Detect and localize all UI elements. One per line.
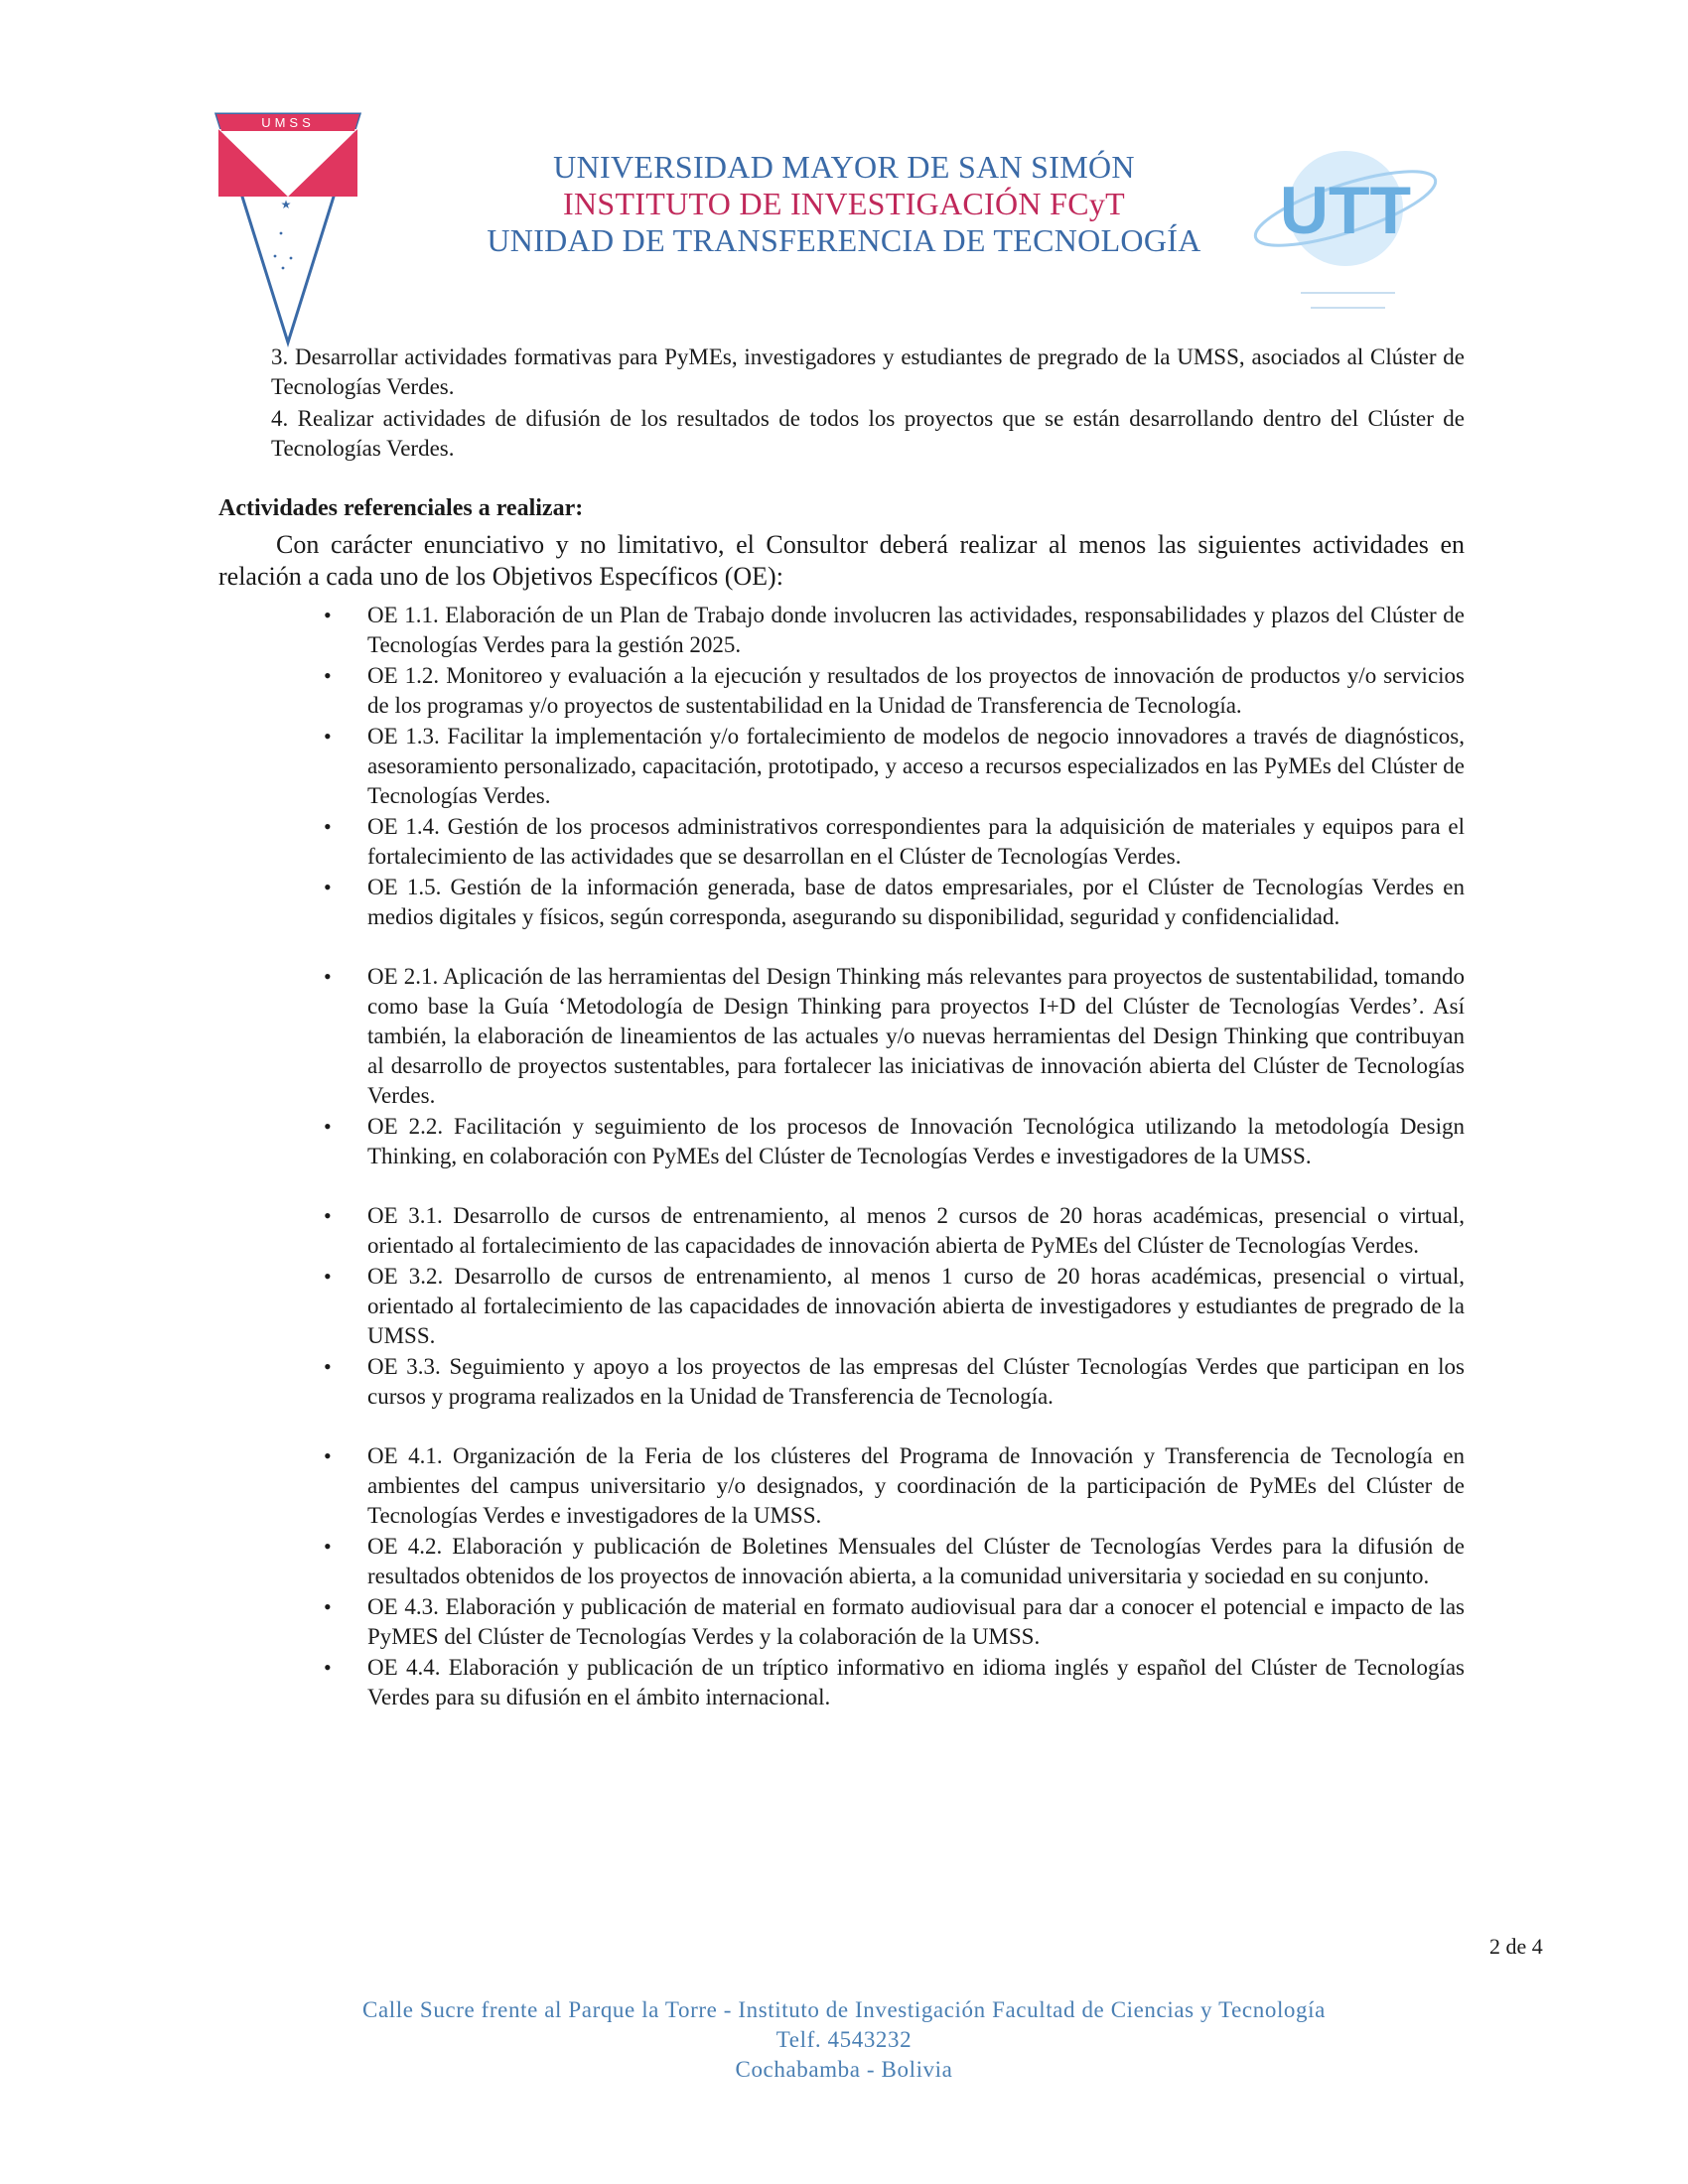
footer-city: Cochabamba - Bolivia — [735, 2057, 953, 2082]
unit-name: UNIDAD DE TRANSFERENCIA DE TECNOLOGÍA — [487, 222, 1201, 258]
list-item: • OE 1.5. Gestión de la información generada, base de datos empresariales, por el Clúster de Tecnologías Verdes en medios digitales y físicos, según corresponda, asegurando su disponibilidad, seguridad y confidencialidad. — [367, 873, 1465, 932]
list-item: • OE 1.3. Facilitar la implementación y/o fortalecimiento de modelos de negocio innovadores a través de diagnósticos, asesoramiento personalizado, capacitación, prototipado, y acceso a recursos especializados en las PyMEs del Clúster de Tecnologías Verdes. — [367, 722, 1465, 811]
utt-logo — [1246, 129, 1455, 328]
list-item: • OE 1.4. Gestión de los procesos administrativos correspondientes para la adquisición de materiales y equipos para el fortalecimiento de las actividades que se desarrollan en el Clúster de Tecnologías Verdes. — [367, 812, 1465, 872]
section-title: Actividades referenciales a realizar: — [218, 495, 584, 521]
body-content — [218, 342, 1465, 1713]
list-item: • OE 4.2. Elaboración y publicación de Boletines Mensuales del Clúster de Tecnologías Verdes para la difusión de resultados obtenidos de los proyectos de innovación abierta, a la comunidad universitaria y sociedad en su conjunto. — [367, 1532, 1465, 1591]
list-item: • OE 1.2. Monitoreo y evaluación a la ejecución y resultados de los proyectos de innovación de productos y/o servicios de los programas y/o proyectos de sustentabilidad en la Unidad de Transferencia de Tecnología. — [367, 661, 1465, 721]
activities-list — [218, 601, 1465, 1712]
list-item: • OE 1.1. Elaboración de un Plan de Trabajo donde involucren las actividades, responsabilidades y plazos del Clúster de Tecnologías Verdes para la gestión 2025. — [367, 601, 1465, 660]
university-name: UNIVERSIDAD MAYOR DE SAN SIMÓN — [553, 149, 1135, 185]
list-item: • OE 3.3. Seguimiento y apoyo a los proyectos de las empresas del Clúster Tecnologías Verdes que participan en los cursos y programa realizados en la Unidad de Transferencia de Tecnología. — [367, 1352, 1465, 1412]
list-item: • OE 3.2. Desarrollo de cursos de entrenamiento, al menos 1 curso de 20 horas académicas, presencial o virtual, orientado al fortalecimiento de las capacidades de innovación abierta de investigadores y estudiantes de pregrado de la UMSS. — [367, 1262, 1465, 1351]
list-item: • OE 4.4. Elaboración y publicación de un tríptico informativo en idioma inglés y español del Clúster de Tecnologías Verdes para su difusión en el ámbito internacional. — [367, 1653, 1465, 1712]
svg-text:★: ★ — [280, 198, 292, 211]
list-item: • OE 4.1. Organización de la Feria de los clústeres del Programa de Innovación y Transferencia de Tecnología en ambientes del campus universitario y/o designados, y coordinación de la participación de PyMEs del Clúster de Tecnologías Verdes e investigadores de la UMSS. — [367, 1441, 1465, 1531]
umss-logo-text: UMSS — [261, 115, 315, 130]
footer — [248, 1995, 1440, 2085]
objective-item-4: 4. Realizar actividades de difusión de los resultados de todos los proyectos que se están desarrollando dentro del Clúster de Tecnologías Verdes. — [271, 406, 1465, 461]
intro-paragraph: Con carácter enunciativo y no limitativo, el Consultor deberá realizar al menos las siguientes actividades en relación a cada uno de los Objetivos Específicos (OE): — [218, 530, 1465, 591]
header — [397, 149, 1291, 259]
utt-logo-text: UTT — [1279, 173, 1412, 248]
list-item: • OE 4.3. Elaboración y publicación de material en formato audiovisual para dar a conocer el potencial e impacto de las PyMES del Clúster de Tecnologías Verdes y la colaboración de la UMSS. — [367, 1592, 1465, 1652]
list-item: • OE 2.2. Facilitación y seguimiento de los procesos de Innovación Tecnológica utilizando la metodología Design Thinking, en colaboración con PyMEs del Clúster de Tecnologías Verdes e investigadores de la UMSS. — [367, 1112, 1465, 1171]
umss-logo — [213, 109, 362, 347]
objective-item-3: 3. Desarrollar actividades formativas para PyMEs, investigadores y estudiantes de pregrado de la UMSS, asociados al Clúster de Tecnologías Verdes. — [271, 344, 1465, 399]
list-item: • OE 3.1. Desarrollo de cursos de entrenamiento, al menos 2 cursos de 20 horas académicas, presencial o virtual, orientado al fortalecimiento de las capacidades de innovación abierta de PyMEs del Clúster de Tecnologías Verdes. — [367, 1201, 1465, 1261]
footer-phone: Telf. 4543232 — [775, 2027, 913, 2052]
footer-address: Calle Sucre frente al Parque la Torre - Instituto de Investigación Facultad de Ciencias y Tecnología — [362, 1997, 1326, 2022]
institute-name: INSTITUTO DE INVESTIGACIÓN FCyT — [562, 186, 1125, 221]
list-item: • OE 2.1. Aplicación de las herramientas del Design Thinking más relevantes para proyectos de sustentabilidad, tomando como base la Guía ‘Metodología de Design Thinking para proyectos I+D del Clúster de Tecnologías Verdes’. Así también, la elaboración de lineamientos de las actuales y/o nuevas herramientas del Design Thinking que contribuyan al desarrollo de proyectos sustentables, para fortalecer las iniciativas de innovación abierta del Clúster de Tecnologías Verdes. — [367, 962, 1465, 1111]
page-number: 2 de 4 — [1489, 1934, 1543, 1959]
